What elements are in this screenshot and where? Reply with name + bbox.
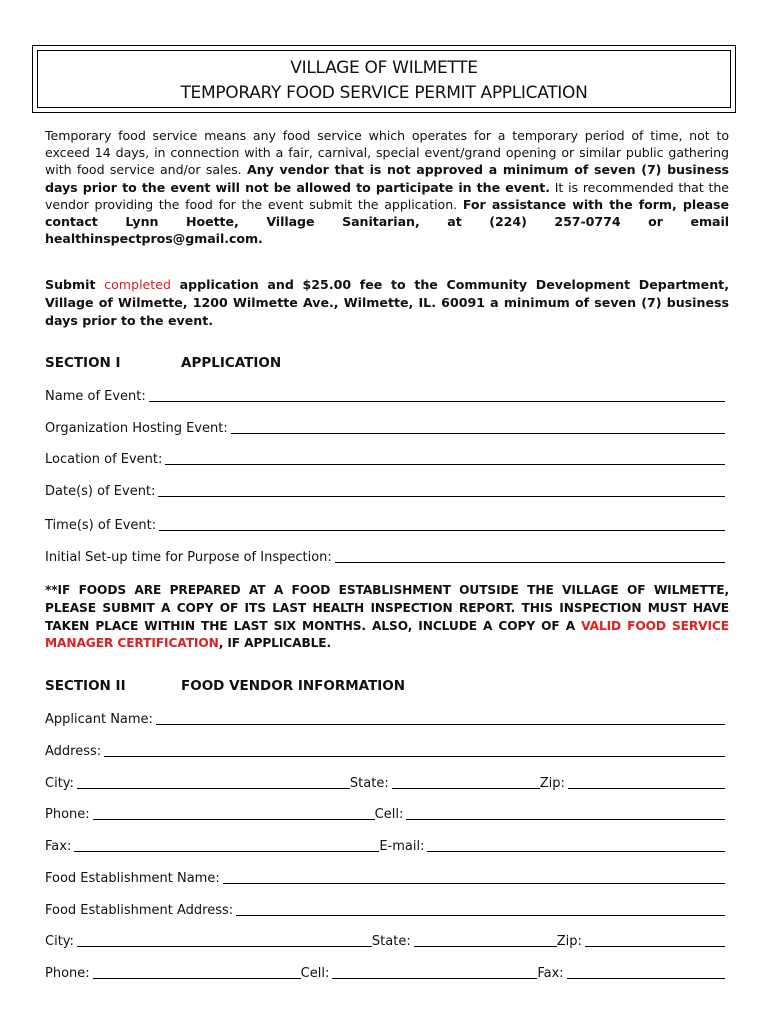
- section1-heading: [45, 355, 282, 371]
- field-setup: [45, 546, 725, 566]
- state2-input-line[interactable]: [414, 932, 557, 947]
- email-input-line[interactable]: [427, 837, 725, 852]
- intro-text-4: For assistance with the form, please contact Lynn Hoette, Village Sanitarian, at (224) 257-0774 or email healthinspectpros@gmail.com.: [45, 196, 729, 247]
- title-line-2: TEMPORARY FOOD SERVICE PERMIT APPLICATION: [180, 83, 588, 103]
- submit-text-2: application and $25.00 fee to the Community Development Department, Village of Wilmette, 1200 Wilmette Ave., Wilmette, IL. 60091 a minimum of seven (7) business days prior to the event.: [45, 277, 729, 328]
- field-dates: [45, 480, 725, 500]
- est-name-input-line[interactable]: [223, 869, 725, 884]
- event-name-input-line[interactable]: [149, 387, 725, 402]
- field-fax-email: [45, 835, 725, 855]
- location-label: Location of Event:: [45, 452, 163, 467]
- section2-heading: [45, 678, 406, 694]
- zip2-label: Zip:: [556, 934, 582, 949]
- address-input-line[interactable]: [104, 742, 725, 757]
- fax2-input-line[interactable]: [567, 964, 725, 979]
- email-label: E-mail:: [379, 839, 425, 854]
- field-est-name: [45, 867, 725, 887]
- city2-input-line[interactable]: [77, 932, 372, 947]
- phone2-input-line[interactable]: [93, 964, 301, 979]
- title-box: [32, 45, 736, 113]
- phone-input-line[interactable]: [93, 805, 375, 820]
- section1-number: SECTION I: [45, 355, 121, 371]
- fax2-label: Fax:: [537, 966, 564, 981]
- intro-text-3: It is recommended that the vendor providing the food for the event submit the application.: [45, 179, 729, 212]
- zip-input-line[interactable]: [568, 774, 725, 789]
- address-label: Address:: [45, 744, 102, 759]
- section2-number: SECTION II: [45, 678, 126, 694]
- note-text-2: , IF APPLICABLE.: [218, 636, 332, 651]
- field-times: [45, 514, 725, 534]
- note-text-1: **IF FOODS ARE PREPARED AT A FOOD ESTABLISHMENT OUTSIDE THE VILLAGE OF WILMETTE, PLEASE SUBMIT A COPY OF ITS LAST HEALTH INSPECTION REPORT. THIS INSPECTION MUST HAVE TAKEN PLACE WITHIN THE LAST SIX MONTHS. ALSO, INCLUDE A COPY OF A: [45, 583, 729, 633]
- cell-input-line[interactable]: [406, 805, 725, 820]
- city-label: City:: [45, 776, 74, 791]
- submit-text-1: Submit: [45, 277, 96, 292]
- org-label: Organization Hosting Event:: [45, 421, 228, 436]
- state2-label: State:: [371, 934, 411, 949]
- phone-label: Phone:: [45, 807, 90, 822]
- field-location: [45, 448, 725, 468]
- city2-label: City:: [45, 934, 74, 949]
- field-city-state-zip-2: [45, 930, 725, 950]
- submit-instructions: [45, 276, 729, 329]
- field-phone-cell-fax: [45, 962, 725, 982]
- cell2-input-line[interactable]: [332, 964, 537, 979]
- intro-text-1: Temporary food service means any food service which operates for a temporary period of time, not to exceed 14 days, in connection with a fair, carnival, special event/grand opening or similar public gathering with food service and/or sales.: [45, 128, 729, 178]
- fax-input-line[interactable]: [74, 837, 379, 852]
- cell-label: Cell:: [374, 807, 404, 822]
- event-name-label: Name of Event:: [45, 389, 146, 404]
- fax-label: Fax:: [45, 839, 72, 854]
- inspection-note: [45, 582, 729, 653]
- zip-label: Zip:: [539, 776, 565, 791]
- submit-highlight: completed: [104, 277, 171, 292]
- est-address-input-line[interactable]: [236, 901, 725, 916]
- dates-label: Date(s) of Event:: [45, 484, 156, 499]
- est-name-label: Food Establishment Name:: [45, 871, 220, 886]
- state-label: State:: [349, 776, 389, 791]
- title-inner-border: [37, 50, 731, 108]
- title-line-1: VILLAGE OF WILMETTE: [290, 58, 478, 78]
- location-input-line[interactable]: [165, 450, 725, 465]
- dates-input-line[interactable]: [158, 482, 725, 497]
- state-input-line[interactable]: [392, 774, 540, 789]
- setup-label: Initial Set-up time for Purpose of Inspection:: [45, 550, 332, 565]
- city-input-line[interactable]: [77, 774, 350, 789]
- field-org: [45, 417, 725, 437]
- note-highlight: VALID FOOD SERVICE MANAGER CERTIFICATION: [45, 618, 729, 651]
- field-address: [45, 740, 725, 760]
- applicant-label: Applicant Name:: [45, 712, 153, 727]
- applicant-input-line[interactable]: [156, 710, 725, 725]
- section1-title: APPLICATION: [181, 355, 282, 371]
- times-input-line[interactable]: [159, 516, 725, 531]
- zip2-input-line[interactable]: [585, 932, 725, 947]
- setup-input-line[interactable]: [335, 548, 725, 563]
- intro-text-2: Any vendor that is not approved a minimum of seven (7) business days prior to the event will not be allowed to participate in the event.: [45, 162, 729, 195]
- est-address-label: Food Establishment Address:: [45, 903, 234, 918]
- phone2-label: Phone:: [45, 966, 90, 981]
- field-event-name: [45, 385, 725, 405]
- field-est-address: [45, 899, 725, 919]
- times-label: Time(s) of Event:: [45, 518, 157, 533]
- field-applicant: [45, 708, 725, 728]
- field-city-state-zip: [45, 772, 725, 792]
- section2-title: FOOD VENDOR INFORMATION: [181, 678, 406, 694]
- cell2-label: Cell:: [300, 966, 330, 981]
- org-input-line[interactable]: [231, 419, 725, 434]
- field-phone-cell: [45, 803, 725, 823]
- intro-paragraph: [45, 127, 729, 247]
